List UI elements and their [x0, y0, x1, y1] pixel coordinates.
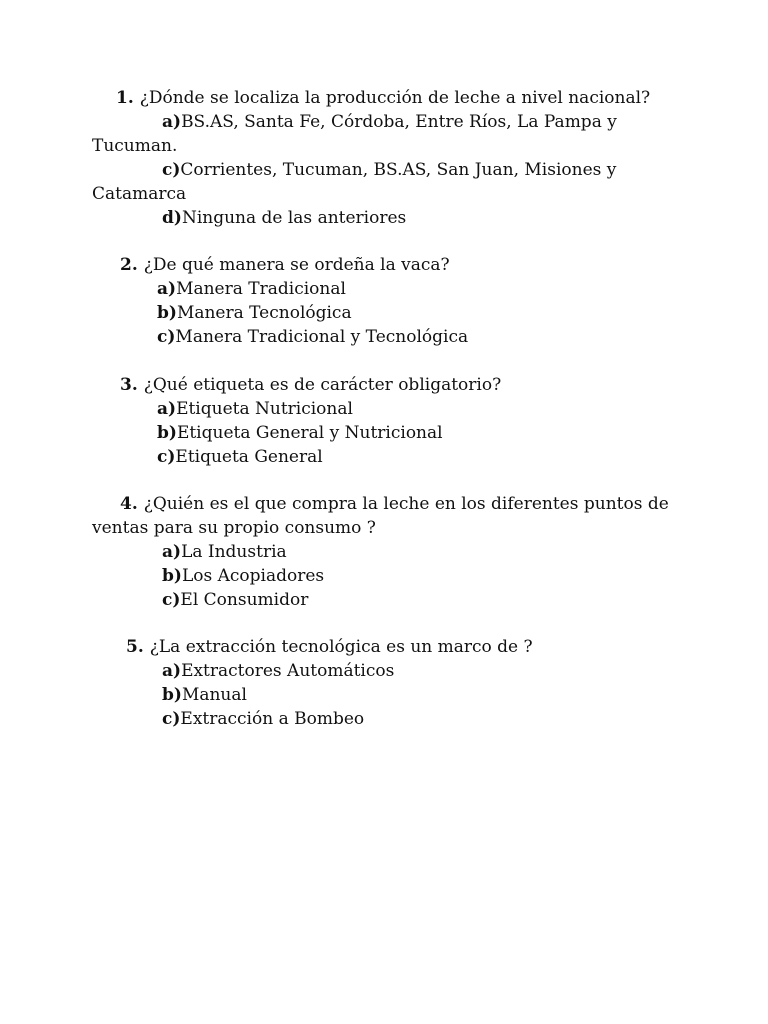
question-4-option-c	[92, 588, 682, 612]
option-text: Extracción a Bombeo	[180, 709, 365, 729]
question-4-option-b	[92, 564, 682, 588]
option-letter: b)	[162, 685, 182, 705]
question-3-option-b	[92, 421, 682, 445]
option-text-continuation: Tucuman.	[92, 136, 178, 156]
option-text: Corrientes, Tucuman, BS.AS, San Juan, Misiones y	[180, 160, 617, 180]
option-text: El Consumidor	[180, 590, 309, 610]
option-text: Manual	[181, 685, 247, 705]
option-letter: b)	[157, 303, 177, 323]
option-letter: a)	[157, 279, 177, 299]
question-4-line	[92, 492, 682, 516]
question-4	[92, 492, 682, 612]
option-text: Etiqueta General	[175, 447, 323, 467]
question-4-continuation	[92, 516, 682, 540]
option-text: Manera Tecnológica	[176, 303, 352, 323]
question-1-text: ¿Dónde se localiza la producción de leche a nivel nacional?	[139, 88, 651, 108]
option-letter: c)	[162, 709, 181, 729]
question-4-text-continuation: ventas para su propio consumo ?	[92, 518, 376, 538]
option-text: Ninguna de las anteriores	[181, 208, 407, 228]
option-text: Etiqueta General y Nutricional	[176, 423, 443, 443]
option-letter: c)	[157, 447, 176, 467]
question-2-line	[92, 253, 682, 277]
question-1-line	[92, 86, 682, 110]
question-1-option-c-continuation	[92, 182, 682, 206]
option-text: Manera Tradicional	[176, 279, 346, 299]
question-1-option-a	[92, 110, 682, 134]
option-letter: a)	[157, 399, 177, 419]
option-letter: a)	[162, 112, 182, 132]
question-3	[92, 373, 682, 469]
question-1-option-a-continuation	[92, 134, 682, 158]
question-5-option-b	[92, 683, 682, 707]
question-5-option-a	[92, 659, 682, 683]
question-4-number: 4.	[120, 494, 138, 514]
question-3-text: ¿Qué etiqueta es de carácter obligatorio?	[143, 375, 502, 395]
option-letter: c)	[157, 327, 176, 347]
option-letter: d)	[162, 208, 182, 228]
question-2-option-b	[92, 301, 682, 325]
option-letter: a)	[162, 661, 182, 681]
question-5	[92, 635, 682, 731]
option-letter: a)	[162, 542, 182, 562]
question-2-number: 2.	[120, 255, 138, 275]
question-3-line	[92, 373, 682, 397]
question-5-option-c	[92, 707, 682, 731]
question-3-option-a	[92, 397, 682, 421]
option-text: Extractores Automáticos	[181, 661, 395, 681]
question-5-number: 5.	[126, 637, 144, 657]
question-2-option-a	[92, 277, 682, 301]
question-3-number: 3.	[120, 375, 138, 395]
question-2-option-c	[92, 325, 682, 349]
question-1-option-c	[92, 158, 682, 182]
option-text: Etiqueta Nutricional	[176, 399, 353, 419]
question-1-number: 1.	[116, 88, 134, 108]
option-letter: c)	[162, 160, 181, 180]
option-letter: b)	[162, 566, 182, 586]
question-2	[92, 253, 682, 349]
question-4-option-a	[92, 540, 682, 564]
option-text: La Industria	[181, 542, 287, 562]
option-text: Manera Tradicional y Tecnológica	[175, 327, 469, 347]
option-letter: b)	[157, 423, 177, 443]
question-5-line	[92, 635, 682, 659]
question-1-option-d	[92, 206, 682, 230]
question-4-text: ¿Quién es el que compra la leche en los diferentes puntos de	[143, 494, 669, 514]
option-text: Los Acopiadores	[181, 566, 325, 586]
option-text: BS.AS, Santa Fe, Córdoba, Entre Ríos, La Pampa y	[181, 112, 617, 132]
question-2-text: ¿De qué manera se ordeña la vaca?	[143, 255, 450, 275]
option-text-continuation: Catamarca	[92, 184, 187, 204]
question-1	[92, 86, 682, 230]
option-letter: c)	[162, 590, 181, 610]
question-3-option-c	[92, 445, 682, 469]
question-5-text: ¿La extracción tecnológica es un marco de ?	[149, 637, 533, 657]
